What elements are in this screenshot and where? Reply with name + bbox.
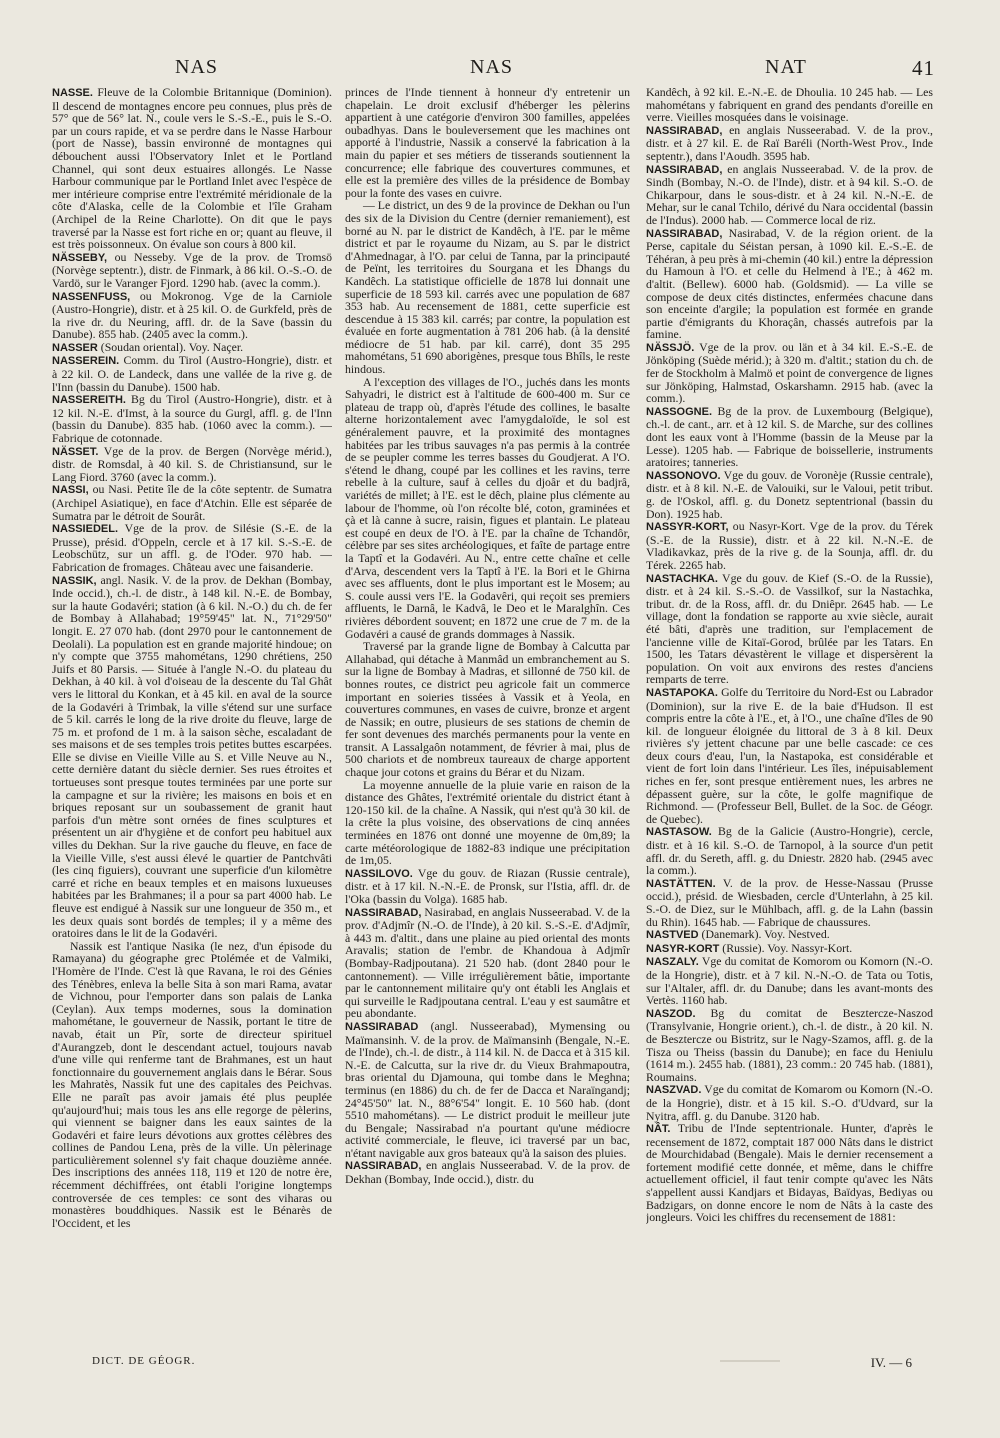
entry-text: Comm. du Tirol (Austro-Hongrie), distr. et à 22 kil. O. de Landeck, dans une vallée de la rive g. de l'Inn (bassin du Danube). 1500 hab. bbox=[52, 353, 332, 394]
text-column-2 bbox=[345, 86, 630, 1348]
entry-nassirabad-dekhan bbox=[345, 1159, 630, 1185]
paragraph: Nassik est l'antique Nasika (le nez, d'un épisode du Ramayana) du géographe grec Ptolémée et de Valmiki, l'Homère de l'Inde. C'est là que Ravana, le roi des Génies des Ténèbres, enleva la belle Sita à son mari Rama, avatar de Vichnou, pour l'emporter dans son palais de Lanka (Ceylan). Aux temps modernes, sous la domination mahométane, le gouverneur de Nassik, portant le titre de navab, était un Pîr, sorte de directeur spirituel d'Aurangzeb, dont le descendant actuel, toujours navab d'une ville qui renferme tant de Brahmanes, est un haut fonctionnaire du gouvernement anglais dans le Bérar. Sous les Mahratès, Nassik fut une des capitales des Peichvas. Elle ne paraît pas avoir jamais été plus peuplée qu'aujourd'hui; mais tous les ans elle regorge de pèlerins, qui viennent se baigner dans les eaux saintes de la Godavéri et faire leurs dévotions aux grottes célèbres des collines de Pandou Lena, près de la ville. Un pèlerinage particulièrement solennel s'y fait chaque douzième année. Des inscriptions des années 118, 119 et 120 de notre ère, récemment déchiffrées, ont établi l'origine longtemps controversée de ces temples: ce sont des viharas ou monastères bouddhiques. Nassik est le Bénarès de l'Occident, et les bbox=[52, 938, 332, 1230]
entry-nassenfuss bbox=[52, 290, 332, 341]
entry-headword: NASSEREITH. bbox=[52, 394, 126, 407]
entry-headword: NASSENFUSS, bbox=[52, 290, 131, 303]
entry-text: Bg du Tirol (Austro-Hongrie), distr. et à 12 kil. N.-E. d'Imst, à la source du Gurgl, affl. g. de l'Inn (bassin du Danube). 835 hab. (1060 avec la comm.). — Fabrique de cotonnade. bbox=[52, 392, 332, 446]
entry-text: en anglais Nusseerabad. V. de la prov. de Sindh (Bombay, N.-O. de l'Inde), distr. et à 94 kil. S.-O. de Chikarpour, dans le sous-distr. et à 24 kil. N.-N.-E. de Mehar, sur le canal Tchilo, dérivé du Nara occidental (bassin de l'Indus). 2000 hab. — Commerce local de riz. bbox=[646, 161, 933, 227]
entry-headword: NASYR-KORT bbox=[646, 942, 720, 955]
entry-text: Nasirabad, V. de la région orient. de la Perse, capitale du Séistan persan, à 1090 kil. E.-S.-E. de Téhéran, à peu près à mi-chemin (40 kil.) entre la dépression du Hamoun à l'O. et celle du Helmend à l'E.; à 462 m. d'altit. (Bellew). 6000 hab. (Goldsmid). — La ville se compose de deux cités distinctes, enfermées chacune dans son enceinte d'argile; la population est formée en grande partie d'émigrants du Khoraçân, chassés autrefois par la famine. bbox=[646, 225, 933, 342]
entry-nassereith bbox=[52, 393, 332, 444]
entry-nassirabad-aoudh bbox=[646, 124, 933, 163]
entry-text: (Russie). Voy. Nassyr-Kort. bbox=[719, 940, 853, 955]
entry-text: en anglais Nusseerabad. V. de la prov. de Dekhan (Bombay, Inde occid.), distr. du bbox=[345, 1158, 630, 1187]
entry-headword: NASSIK, bbox=[52, 574, 97, 587]
paragraph: — Le district, un des 9 de la province de Dekhan ou l'un des six de la Division du Centre (dernier remaniement), est borné au N. par le district de Kandêch, à l'E. par le même district et par le royaume du Nizam, au S. par le district d'Ahmednagar, à l'O. par celui de Tanna, par la principauté de Peïnt, les territoires du Sourgana et les Dhangs du Kandêch. La statistique officielle de 1878 lui donnait une superficie de 18 593 kil. carrés avec une population de 687 353 hab. Au recensement de 1881, cette superficie est descendue à 15 383 kil. carrés; par contre, la population est évaluée en forte augmentation à 781 206 hab. (à la densité médiocre de 51 hab. par kil. carré), dont 35 295 mahométans, 51 690 aborigènes, presque tous Bhîls, le reste hindous. bbox=[345, 198, 630, 377]
entry-text: Nasirabad, en anglais Nusseerabad. V. de la prov. d'Adjmîr (N.-O. de l'Inde), à 20 kil. S.-S.-E. d'Adjmîr, à 443 m. d'altit., dans une plaine au pied oriental des monts Aravalis; station de l'embr. de Khandoua à Adjmîr (Bombay-Radjpoutana). 21 520 hab. (dont 2840 pour le cantonnement). — Ville irrégulièrement bâtie, importante par le cantonnement militaire qu'y ont établi les Anglais et qui surveille le Radjpoutana central. L'eau y est saumâtre et peu abondante. bbox=[345, 904, 630, 1021]
entry-nassirabad-perse bbox=[646, 227, 933, 341]
text-column-3 bbox=[646, 86, 933, 1348]
entry-nastasow bbox=[646, 825, 933, 876]
entry-nassiedel bbox=[52, 522, 332, 573]
page-footer bbox=[92, 1355, 912, 1375]
entry-headword: NASSER bbox=[52, 341, 98, 354]
entry-nasse bbox=[52, 86, 332, 251]
entry-nassi bbox=[52, 483, 332, 522]
continued-paragraph: princes de l'Inde tiennent à honneur d'y entretenir un chapelain. Le droit exclusif d'héberger les pèlerins appartient à une catégorie d'environ 300 familles, appelées oubadhyas. Dans le bouleversement que les machines ont apporté à l'industrie, Nassik a conservé la fabrication à la main du papier et ses métiers de tisserands soutiennent la concurrence; elle fabrique des couvertures communes, et elle est la première des villes de la présidence de Bombay pour la fonte des vases en cuivre. bbox=[345, 86, 630, 200]
entry-nassilovo bbox=[345, 867, 630, 906]
entry-text: ou Mokronog. Vge de la Carniole (Austro-Hongrie), distr. et à 25 kil. O. de Gurkfeld, près de la rive dr. du Neuring, affl. dr. de la Save (bassin du Danube). 855 hab. (2405 avec la comm.). bbox=[52, 288, 332, 342]
entry-headword: NÄSSET. bbox=[52, 445, 99, 458]
entry-headword: NASSIEDEL. bbox=[52, 523, 119, 536]
text-column-1 bbox=[52, 86, 332, 1348]
entry-headword: NASTACHKA. bbox=[646, 572, 718, 585]
entry-nastatten bbox=[646, 877, 933, 928]
entry-nassirabad-bengale bbox=[345, 1020, 630, 1160]
entry-nat bbox=[646, 1122, 933, 1224]
entry-text: ou Nesseby. Vge de la prov. de Tromsö (Norvège septentr.), distr. de Finmark, à 86 kil. O.-S.-O. de Vardö, sur le Varanger Fjord. 1290 hab. (avec la comm.). bbox=[52, 249, 332, 290]
paragraph: La moyenne annuelle de la pluie varie en raison de la distance des Ghâtes, l'extrémité orientale du district étant à 120-150 kil. de la chaîne. A Nassik, qui n'est qu'à 30 kil. de la crête la plus voisine, des observations de cinq années terminées en 1876 ont donné une moyenne de 0m,89; la carte météorologique de 1882-83 indique une précipitation de 1m,05. bbox=[345, 777, 630, 868]
entry-text: ou Nasi. Petite île de la côte septentr. de Sumatra (Archipel Asiatique), en face d'Atchin. Elle est séparée de Sumatra par le détroit de Sourât. bbox=[52, 482, 332, 523]
entry-text: Vge du gouv. de Voronèje (Russie centrale), distr. et à 8 kil. N.-E. de Valouiki, sur le Valoui, petit tribut. g. de l'Oskol, affl. g. du Donetz septentrional (bassin du Don). 1925 hab. bbox=[646, 467, 933, 521]
entry-text: Vge du gouv. de Riazan (Russie centrale), distr. et à 17 kil. N.-N.-E. de Pronsk, sur l'Istia, affl. dr. de l'Oka (bassin du Volga). 1685 hab. bbox=[345, 865, 630, 906]
entry-text: (angl. Nusseerabad), Mymensing ou Maïmansinh. V. de la prov. de Maïmansinh (Bengale, N.-E. de l'Inde), ch.-l. de distr., à 114 kil. N. de Dacca et à 315 kil. N.-E. de Calcutta, sur la rive dr. du Vieux Brahmapoutra, bras oriental du Djamouna, qui tombe dans le Meghna; terminus (en 1886) du ch. de fer de Dacca et Naraïngandj; 24°45'50" lat. N., 88°6'54" longit. E. 10 560 hab. (dont 5510 mahométans). — Le district produit le meilleur jute du Bengale; Nassirabad n'a pourtant qu'une médiocre activité commerciale, le fleuve, ici traversé par un bac, n'étant navigable aux gros bateaux qu'à la saison des pluies. bbox=[345, 1018, 630, 1160]
entry-nasyr-kort bbox=[646, 942, 933, 956]
entry-nastachka bbox=[646, 572, 933, 686]
header-middle-word: NAS bbox=[470, 56, 514, 78]
entry-text: (Soudan oriental). Voy. Naçer. bbox=[97, 339, 244, 354]
entry-nassjo bbox=[646, 341, 933, 405]
entry-text: V. de la prov. de Hesse-Nassau (Prusse occid.), présid. de Wiesbaden, cercle d'Unterlahn, à 25 kil. S.-O. de Diez, sur le Mühlbach, affl. g. de la Lahn (bassin du Rhin). 1645 hab. — Fabrique de chaussures. bbox=[646, 875, 933, 929]
entry-text: angl. Nasik. V. de la prov. de Dekhan (Bombay, Inde occid.), ch.-l. de distr., à 148 kil. N.-E. de Bombay, sur la haute Godavéri; station (à 6 kil. N.-O.) du ch. de fer de Bombay à Allahabad; 19°59'45" lat. N., 71°29'50" longit. E. 27 070 hab. (dont 2970 pour le cantonnement de Deolali). La population est en grande majorité hindoue; on n'y compte que 3755 mahométans, 1290 chrétiens, 250 Juifs et 80 Parsis. — Située à l'angle N.-O. du plateau du Dekhan, à 40 kil. à vol d'oiseau de la descente du Tal Ghât vers le littoral du Konkan, et à 45 kil. en aval de la source de la Godavéri à Trimbak, la ville s'étend sur une surface de 5 kil. carrés le long de la rive droite du fleuve, large de 75 m. et profond de 1 m. à la saison sèche, escaladant de ses maisons et de ses temples trois petites buttes escarpées. Elle se divise en Vieille Ville au S. et Ville Neuve au N., cette dernière datant du siècle dernier. Ses rues étroites et tortueuses sont presque toutes terminées par une porte sur la campagne et sur la rivière; les maisons en bois et en briques reposant sur un soubassement de granit haut parfois d'un mètre sont ornées de fines sculptures et présentent un air d'hygiène et de confort peu habituel aux villes du Dekhan. Sur la rive gauche du fleuve, en face de la Vieille Ville, s'est aussi élevé le quartier de Pantchvâti (les cinq figuiers), couvrant une superficie d'un kilomètre carré et riche en beaux temples et en maisons luxueuses habitées par les Brahmanes; il a pour sa part 4000 hab. Le fleuve est endigué à Nassik sur une longueur de 350 m., et les deux quais sont bordés de temples; il y a même des oratoires dans le lit de la Godavéri. bbox=[52, 572, 332, 941]
entry-headword: NÂT. bbox=[646, 1123, 671, 1136]
entry-nastapoka bbox=[646, 686, 933, 826]
entry-nassonovo bbox=[646, 469, 933, 520]
entry-headword: NASSIRABAD, bbox=[646, 227, 723, 240]
entry-naszaly bbox=[646, 955, 933, 1006]
entry-headword: NASTASOW. bbox=[646, 826, 712, 839]
entry-headword: NÄSSEBY, bbox=[52, 251, 108, 264]
entry-text: Fleuve de la Colombie Britannique (Dominion). Il descend de montagnes encore peu connues, plus près de 57° que de 56° lat. N., coule vers le S.-S.-E., puis le S.-O. par un cours rapide, et va se perdre dans le Nasse Harbour (port de Nasse), bassin environné de montagnes qui débouchent aussi l'Observatory Inlet et le Portland Channel, qui sont deux estuaires allongés. Le Nasse Harbour communique par le Portland Inlet avec l'espèce de mer intérieure comprise entre l'extrémité méridionale de la côte d'Alaska, celle de la Colombie et l'île Graham (Archipel de la Reine Charlotte). On dit que le pays traversé par la Nasse est fort riche en or; quant au fleuve, il est très poissonneux. On évalue son cours à 800 kil. bbox=[52, 86, 332, 252]
entry-text: Bg de la Galicie (Austro-Hongrie), cercle, distr. et à 16 kil. S.-O. de Tarnopol, à la source d'un petit affl. dr. du Sereth, affl. g. du Dniestr. 2820 hab. (2945 avec la comm.). bbox=[646, 824, 933, 878]
paragraph: Traversé par la grande ligne de Bombay à Calcutta par Allahabad, qui détache à Manmâd un embranchement au S. sur la ligne de Bombay à Madras, et sillonné de 750 kil. de bonnes routes, ce district peu agricole fait un commerce important en soieries tissées à Vassik et à Yeola, en couvertures communes, en vases de cuivre, bronze et argent de Nassik; en outre, plusieurs de ses stations de chemin de fer sont devenues des marchés permanents pour la vente en transit. A Lassalgaôn notamment, de février à mai, plus de 500 chariots et de nombreux taureaux de charge apportent chaque jour cotons et grains du Bérar et du Nizam. bbox=[345, 639, 630, 780]
entry-headword: NASSI, bbox=[52, 484, 89, 497]
entry-text: Vge de la prov. de Bergen (Norvège mérid.), distr. de Romsdal, à 40 kil. S. de Christiansund, sur le Lang Fiord. 3760 (avec la comm.). bbox=[52, 443, 332, 484]
paragraph: A l'exception des villages de l'O., juchés dans les monts Sahyadri, le district est à l'altitude de 600-400 m. Sur ce plateau de trapp où, d'après l'étude des collines, le basalte alterne horizontalement avec l'amygdaloïde, le sol est généralement pauvre, et la proximité des montagnes habitées par les tribus sauvages n'a pas permis à la contrée de se peupler comme les terres basses du Goudjerat. A l'O. s'étend le dhang, coupé par les collines et les ravins, terre rebelle à la culture, sauf à celles du djoâr et du badjrâ, variétés de millet; à l'E. est le dêch, plaine plus clémente au labour de l'homme, où l'on récolte blé, coton, graminées et çà et là canne à sucre, raisin, figues et plantain. Le plateau est coupé en deux de l'O. à l'E. par la chaîne de Tchandôr, célèbre par ses sites archéologiques, et faîte de partage entre la Taptî et la Godavéri. Au N., entre cette chaîne et celle d'Arva, descendent vers la Taptî à l'E. la Bori et le Ghirna avec ses affluents, dont le plus important est le Mosem; au S. coule aussi vers l'E. la Godavêri, qui reçoit ses premiers affluents, le Darnâ, le Kadvâ, le Deo et le Maralghîn. Ces rivières débordent souvent; en 1872 une crue de 7 m. de la Godavéri a causé de grands dommages à Nassik. bbox=[345, 374, 630, 641]
entry-nassik bbox=[52, 574, 332, 940]
entry-headword: NASSIRABAD, bbox=[345, 1160, 422, 1173]
header-right-word: NAT bbox=[765, 56, 807, 78]
entry-headword: NASSEREIN. bbox=[52, 355, 120, 368]
entry-headword: NÄSSJÖ. bbox=[646, 341, 695, 354]
entry-text: en anglais Nusseerabad. V. de la prov., distr. et à 27 kil. E. de Raï Baréli (North-West Prov., Inde septentr.), dans l'Aoudh. 3595 hab. bbox=[646, 122, 933, 163]
entry-headword: NASZALY. bbox=[646, 956, 699, 969]
entry-headword: NASSILOVO. bbox=[345, 867, 413, 880]
entry-headword: NASSONOVO. bbox=[646, 469, 721, 482]
entry-nasserein bbox=[52, 354, 332, 393]
running-header bbox=[75, 56, 935, 86]
entry-text: Bg du comitat de Besztercze-Naszod (Transylvanie, Hongrie orient.), ch.-l. de distr., à 20 kil. N. de Besztercze ou Bistritz, sur le Nagy-Szamos, affl. g. de la Tisza ou Theiss (bassin du Danube); en face du Heniulu (1614 m.). 2455 hab. (1881), 23 comm.: 20 745 hab. (1881), Roumains. bbox=[646, 1005, 933, 1084]
entry-headword: NASSIRABAD, bbox=[646, 163, 723, 176]
entry-text: Tribu de l'Inde septentrionale. Hunter, d'après le recensement de 1872, comptait 187 000 Nâts dans le district de Mourchidabad (Bengale). Mais le dernier recensement a fortement modifié cette donnée, et même, dans le chiffre actuellement officiel, il faut tenir compte qu'avec les Nâts s'appellent aussi Kandjars et Bidayas, Baïdyas, Bediyas ou Badzigars, on donne encore le nom de Nâts à la caste des jongleurs. Voici les chiffres du recensement de 1881: bbox=[646, 1121, 933, 1225]
entry-text: Golfe du Territoire du Nord-Est ou Labrador (Dominion), sur la rive E. de la baie d'Hudson. Il est compris entre la côte à l'E., et, à l'O., une chaîne d'îles de 90 kil. de longueur éloignée du littoral de 3 à 8 kil. Deux rivières s'y jettent chacune par une belle cascade: ce ces deux cours d'eau, l'un, la Nastapoka, est considérable et vient de fort loin dans l'intérieur. Les îles, inépuisablement riches en fer, sont presque entièrement nues, les arbres ne dépassent guère, sur la côte, le golfe magnifique de Richmond. — (Professeur Bell, Bullet. de la Soc. de Géogr. de Quebec). bbox=[646, 684, 933, 826]
entry-text: Vge du comitat de Komarom ou Komorn (N.-O. de la Hongrie), distr. et à 15 kil. S.-O. d'Udvard, sur la Nyitra, affl. g. du Danube. 3120 hab. bbox=[646, 1082, 933, 1123]
entry-text: Vge du comitat de Komorom ou Komorn (N.-O. de la Hongrie), distr. et à 7 kil. N.-N.-O. de Tata ou Totis, sur l'Altaler, affl. dr. du Danube; dans les avant-monts des Vertès. 1160 hab. bbox=[646, 954, 933, 1008]
entry-headword: NASSOGNE. bbox=[646, 405, 713, 418]
entry-text: ou Nasyr-Kort. Vge de la prov. du Térek (S.-E. de la Russie), distr. et à 22 kil. N.-N.-E. de Vladikavkaz, près de la rive g. de la Sounja, affl. dr. du Térek. 2265 hab. bbox=[646, 519, 933, 572]
entry-nassirabad-sindh bbox=[646, 163, 933, 227]
entry-text: Bg de la prov. de Luxembourg (Belgique), ch.-l. de cant., arr. et à 12 kil. S. de Marche, sur des collines dont les eaux vont à l'Homme (bassin de la Meuse par la Lesse). 1205 hab. — Fabrique de boissellerie, instruments aratoires; tanneries. bbox=[646, 403, 933, 470]
continued-paragraph: Kandêch, à 92 kil. E.-N.-E. de Dhoulia. 10 245 hab. — Les mahométans y fabriquent en grand des pendants d'oreille en verre. Vieilles mosquées dans le voisinage. bbox=[646, 86, 933, 125]
entry-nasseby bbox=[52, 251, 332, 290]
entry-nassirabad-adjmir bbox=[345, 906, 630, 1020]
entry-text: Vge de la prov. ou län et à 34 kil. E.-S.-E. de Jönköping (Suède mérid.); à 320 m. d'altit.; station du ch. de fer de Stockholm à Malmö et point de convergence de lignes sur Jönköping, Halmstad, Oskarshamn. 2915 hab. (avec la comm.). bbox=[646, 339, 933, 406]
entry-text: Vge du gouv. de Kief (S.-O. de la Russie), distr. et à 24 kil. S.-S.-O. de Vassilkof, sur la Nastachka, tribut. dr. de la Ross, affl. dr. du Dniêpr. 2645 hab. — Le village, dont la fondation se rapporte au xvie siècle, aurait été bâti, d'après une tradition, sur l'emplacement de l'ancienne ville de Kitaï-Gorod, brûlée par les Tatars. En 1500, les Tatars dévastèrent le village et dispersèrent la population. On voit aux environs des restes d'anciens remparts de terre. bbox=[646, 570, 933, 687]
print-smudge bbox=[720, 1360, 780, 1362]
entry-nasset bbox=[52, 445, 332, 484]
entry-headword: NASSIRABAD, bbox=[646, 124, 723, 137]
volume-sheet-mark: IV. — 6 bbox=[870, 1355, 912, 1370]
entry-headword: NASZVAD. bbox=[646, 1084, 702, 1097]
entry-nassogne bbox=[646, 405, 933, 469]
entry-headword: NASTAPOKA. bbox=[646, 686, 718, 699]
entry-text: Vge de la prov. de Silésie (S.-E. de la Prusse), présid. d'Oppeln, cercle et à 17 kil. S.-S.-E. de Leobschütz, sur un affl. g. de l'Oder. 970 hab. — Fabrication de fromages. Château avec une faisanderie. bbox=[52, 521, 332, 574]
entry-headword: NASSIRABAD, bbox=[345, 906, 422, 919]
entry-naszvad bbox=[646, 1083, 933, 1122]
entry-headword: NASTÄTTEN. bbox=[646, 877, 716, 890]
signature-mark: DICT. DE GÉOGR. bbox=[92, 1355, 196, 1367]
entry-headword: NASTVED bbox=[646, 929, 699, 942]
entry-text: (Danemark). Voy. Nestved. bbox=[698, 927, 830, 942]
entry-nasser bbox=[52, 341, 332, 355]
entry-headword: NASSYR-KORT, bbox=[646, 521, 729, 534]
entry-nassyr-kort bbox=[646, 520, 933, 571]
page-number: 41 bbox=[912, 56, 935, 80]
entry-headword: NASZOD. bbox=[646, 1007, 696, 1020]
entry-headword: NASSIRABAD bbox=[345, 1020, 419, 1033]
entry-nastved bbox=[646, 928, 933, 942]
entry-headword: NASSE. bbox=[52, 87, 93, 99]
entry-naszod bbox=[646, 1007, 933, 1084]
header-left-word: NAS bbox=[175, 56, 219, 78]
